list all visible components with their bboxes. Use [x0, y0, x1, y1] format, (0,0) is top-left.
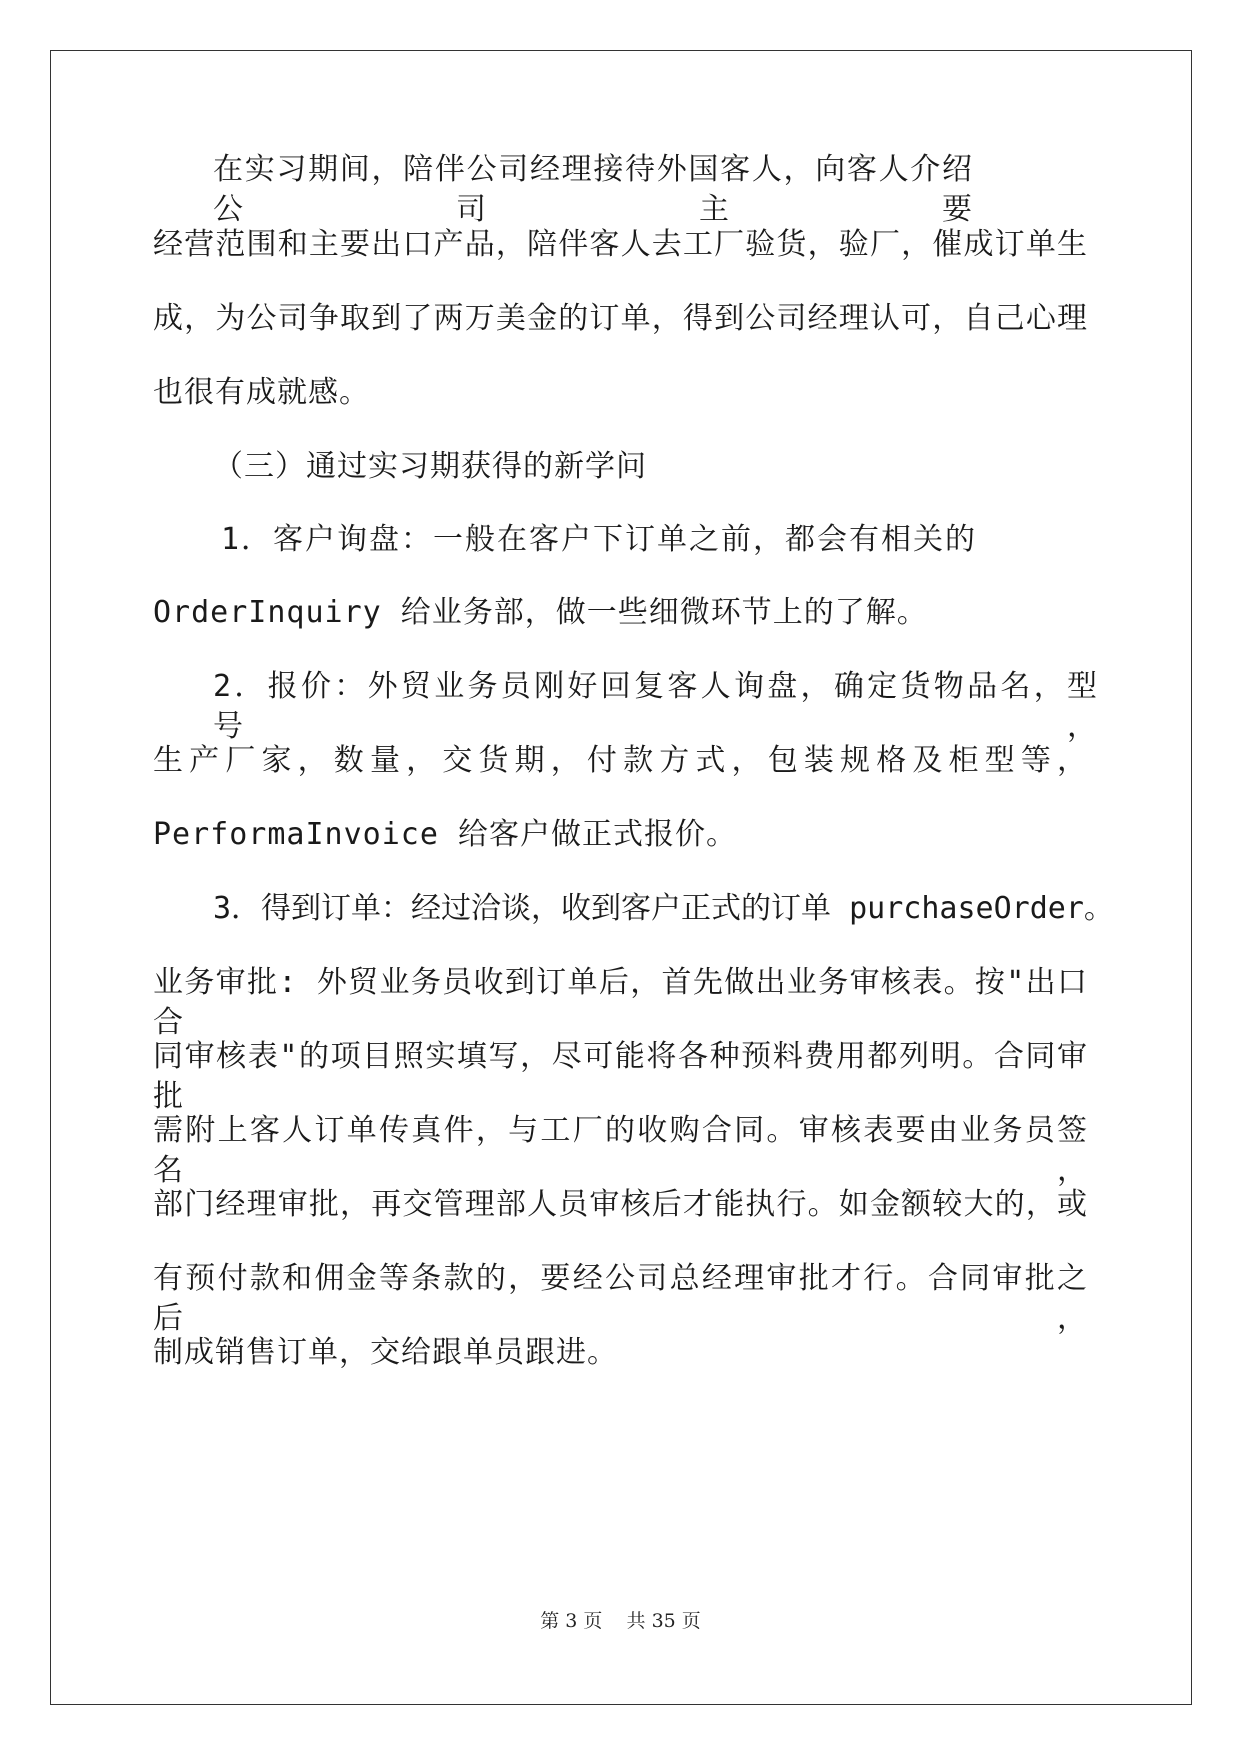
paragraph-line: OrderInquiry 给业务部，做一些细微环节上的了解。	[153, 595, 928, 630]
paragraph-line: 部门经理审批，再交管理部人员审核后才能执行。如金额较大的，或	[153, 1187, 1088, 1222]
paragraph-line: 制成销售订单，交给跟单员跟进。	[153, 1335, 618, 1370]
paragraph-line: 1．客户询盘：一般在客户下订单之前，都会有相关的	[221, 522, 976, 557]
paragraph-line: 成，为公司争取到了两万美金的订单，得到公司经理认可，自己心理	[153, 301, 1088, 336]
paragraph-line: 在实习期间，陪伴公司经理接待外国客人，向客人介绍公司主要	[213, 152, 973, 227]
paragraph-line: 有预付款和佣金等条款的，要经公司总经理审批才行。合同审批之后，	[153, 1261, 1088, 1336]
paragraph-line: 需附上客人订单传真件，与工厂的收购合同。审核表要由业务员签名，	[153, 1113, 1088, 1188]
paragraph-line: PerformaInvoice 给客户做正式报价。	[153, 817, 737, 852]
paragraph-line: 3．得到订单：经过洽谈，收到客户正式的订单 purchaseOrder。	[213, 891, 1114, 926]
paragraph-line: 同审核表"的项目照实填写，尽可能将各种预料费用都列明。合同审批	[153, 1039, 1088, 1114]
paragraph-line: 业务审批: 外贸业务员收到订单后，首先做出业务审核表。按"出口合	[153, 965, 1088, 1040]
paragraph-line: 生产厂家，数量，交货期，付款方式，包装规格及柜型等，	[153, 743, 1088, 778]
paragraph-line: 经营范围和主要出口产品，陪伴客人去工厂验货，验厂，催成订单生	[153, 227, 1088, 262]
section-heading: （三）通过实习期获得的新学问	[213, 449, 647, 484]
page-number-label: 第 3 页 共 35 页	[540, 1610, 701, 1632]
page-footer	[0, 1606, 1241, 1633]
paragraph-line: 2．报价：外贸业务员刚好回复客人询盘，确定货物品名，型号，	[213, 669, 1098, 744]
paragraph-line: 也很有成就感。	[153, 375, 370, 410]
